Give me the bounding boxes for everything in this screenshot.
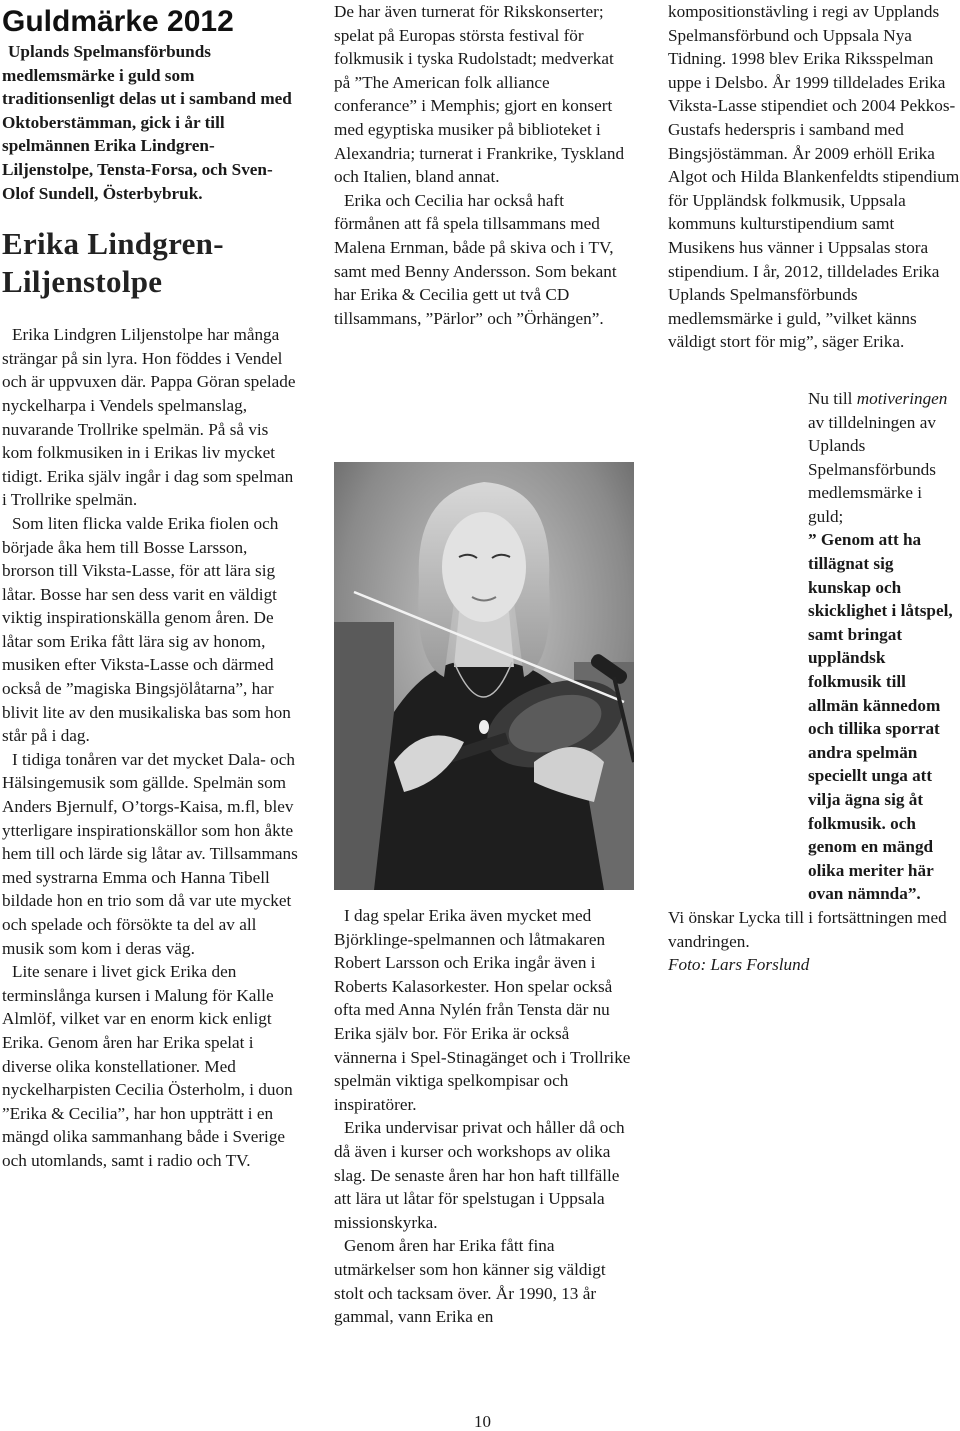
paragraph: Som liten flicka valde Erika fiolen och började åka hem till Bosse Larsson, brorson till Viksta-Lasse, för att lära sig låtar. Bosse har sen dess varit en väldigt viktig inspirationskälla genom åren. De låtar som Erika fått lära sig av honom, musiken efter Viksta-Lasse och därmed också de ”magiska Bingsjölåtarna”, har blivit lite av den musikaliska bas som hon står på i dag. [2, 513, 291, 746]
violinist-photo [334, 462, 634, 890]
column-2-bottom [334, 904, 634, 1329]
motivation-block [808, 387, 960, 529]
paragraph: Erika och Cecilia har också haft förmånen att få spela tillsammans med Malena Ernman, både på skiva och i TV, samt med Benny Andersson. Som bekant har Erika & Cecilia gett ut två CD tillsammans, ”Pärlor” och ”Örhängen”. [334, 190, 617, 328]
paragraph: kompositionstävling i regi av Upplands Spelmansförbund och Uppsala Nya Tidning. 1998 blev Erika Riksspelman uppe i Delsbo. År 1999 tilldelades Erika Viksta-Lasse stipendiet och 2004 Pekkos-Gustafs hederspris i samband med Bingsjöstämman. År 2009 erhöll Erika Algot och Hilda Blankenfeldts stipendium för Uppländsk folkmusik, Uppsala kommuns kulturstipendium samt Musikens hus vänner i Uppsalas stora stipendium. I år, 2012, tilldelades Erika Uplands Spelmansförbunds medlemsmärke i guld, ”vilket känns väldigt stort för mig”, säger Erika. [668, 2, 960, 352]
motivation-italic: motiveringen [856, 388, 948, 408]
motivation-lead-text: Nu till [808, 388, 853, 408]
column-2 [334, 0, 634, 330]
paragraph: De har även turnerat för Rikskonserter; spelat på Europas största festival för folkmusik i tyska Rudolstadt; medverkat på ”The American folk alliance conferance” i Memphis; gjort en konsert med egyptiska musiker på biblioteket i Alexandria; turnerat i Frankrike, Tyskland och Italien, bland annat. [334, 2, 625, 187]
paragraph: I dag spelar Erika även mycket med Björklinge-spelmannen och låtmakaren Robert Larsson och Erika ingår även i Roberts Kalasorkester. Hon spelar också ofta med Anna Nylén från Tensta där nu Erika själv bor. För Erika är också vännerna i Spel-Stinagänget och i Trollrike spelmän viktiga spelkompisar och inspiratörer. [334, 906, 631, 1114]
motivation-lead-rest: av tilldelningen av Uplands Spelmansförbunds medlemsmärke i guld; [808, 412, 936, 526]
paragraph: Lite senare i livet gick Erika den terminslånga kursen i Malung för Kalle Almlöf, vilket var en enorm kick enligt Erika. Genom åren har Erika spelat i diverse olika konstellationer. Med nyckelharpisten Cecilia Österholm, i duon ”Erika & Cecilia”, har hon uppträtt i en mängd olika sammanhang både i Sverige och utomlands, samt i radio och TV. [2, 962, 293, 1170]
column-1 [2, 0, 298, 1173]
photo-icon [334, 462, 634, 890]
paragraph: I tidiga tonåren var det mycket Dala- och Hälsingemusik som gällde. Spelmän som Anders Bjernulf, O’torgs-Kaisa, m.fl, blev ytterligare inspirationskällor som hon åkte hem till och lärde sig låtar av. Tillsammans med systrarna Emma och Hanna Tibell bildade hon en trio som då var ute mycket och spelade och försökte ta del av all musik som kom i deras väg. [2, 749, 298, 958]
motivation-quote: ” Genom att ha tillägnat sig kunskap och skicklighet i låtspel, samt bringat uppländsk folkmusik till allmän kännedom och tillika sporrat andra spelmän speciellt unga att vilja ägna sig åt folkmusik. och genom en mängd olika meriter här ovan nämnda”. [808, 530, 953, 904]
wish-text: Vi önskar Lycka till i fortsättningen med vandringen. [668, 907, 947, 951]
motivation-lead [808, 387, 960, 529]
article-intro: Uplands Spelmansförbunds medlemsmärke i guld som traditionsenligt delas ut i samband med Oktoberstämman, gick i år till spelmännen Erika Lindgren-Liljenstolpe, Tensta-Forsa, och Sven-Olof Sundell, Österbybruk. [2, 42, 292, 203]
column-3 [668, 0, 960, 977]
article-subtitle: Erika Lindgren-Liljenstolpe [2, 226, 224, 300]
article-title: Guldmärke 2012 [2, 5, 234, 38]
page-number: 10 [474, 1412, 491, 1431]
paragraph: Erika Lindgren Liljenstolpe har många strängar på sin lyra. Hon föddes i Vendel och är uppvuxen där. Pappa Göran spelade nyckelharpa i Vendels spelmanslag, nuvarande Trollrike spelmän. På så vis kom folkmusiken in i Erikas liv mycket tidigt. Erika själv ingår i dag som spelman i Trollrike spelmän. [2, 325, 296, 510]
paragraph: Erika undervisar privat och håller då och då även i kurser och workshops av olika slag. De senaste åren har hon haft tillfälle att lära ut låtar för spelstugan i Uppsala missionskyrka. [334, 1118, 625, 1232]
paragraph: Genom åren har Erika fått fina utmärkelser som hon känner sig väldigt stolt och tacksam över. År 1990, 13 år gammal, vann Erika en [334, 1236, 606, 1327]
photo-credit: Foto: Lars Forslund [668, 955, 810, 975]
